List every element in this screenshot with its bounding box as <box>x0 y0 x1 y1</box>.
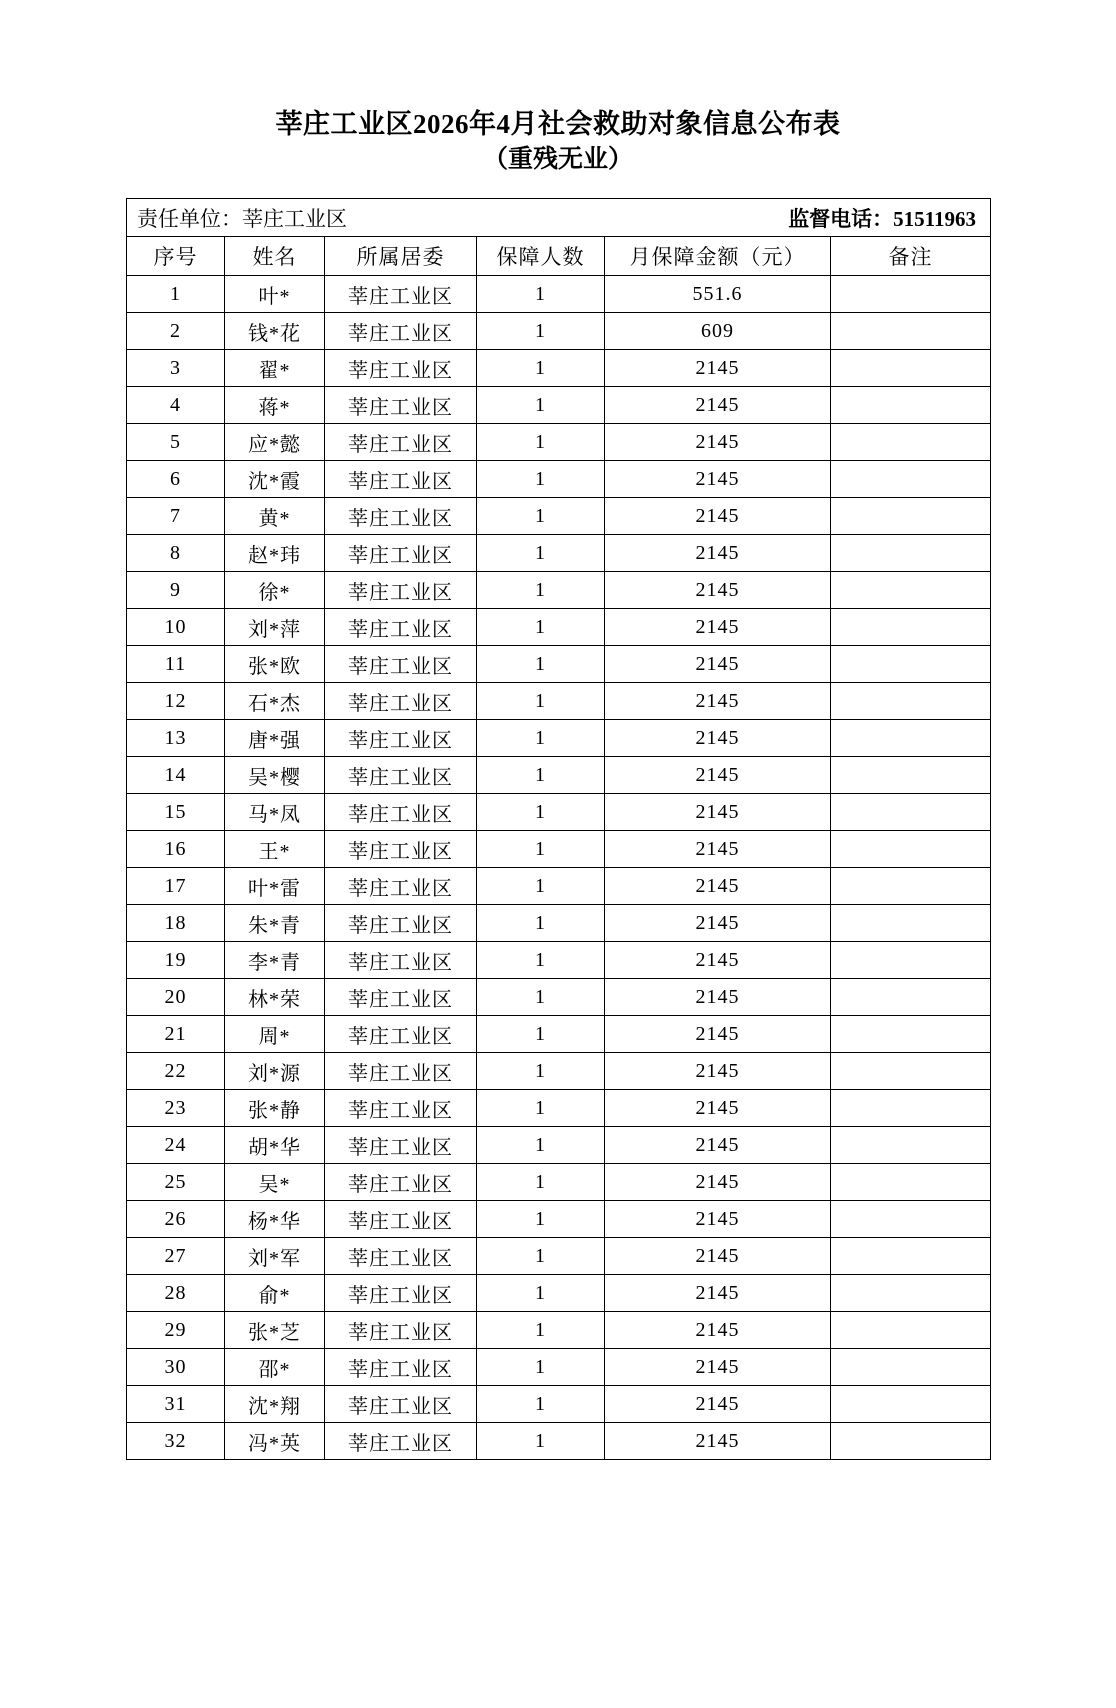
cell-remarks <box>831 498 991 535</box>
cell-committee: 莘庄工业区 <box>325 868 477 905</box>
cell-people-count: 1 <box>477 572 605 609</box>
cell-index: 28 <box>127 1275 225 1312</box>
table-row <box>127 387 991 424</box>
cell-remarks <box>831 794 991 831</box>
cell-index: 22 <box>127 1053 225 1090</box>
cell-index: 21 <box>127 1016 225 1053</box>
cell-people-count: 1 <box>477 1201 605 1238</box>
cell-name: 叶* <box>225 276 325 313</box>
cell-people-count: 1 <box>477 1349 605 1386</box>
cell-people-count: 1 <box>477 1275 605 1312</box>
cell-people-count: 1 <box>477 276 605 313</box>
table-row <box>127 683 991 720</box>
document-page <box>0 108 1116 1708</box>
cell-index: 9 <box>127 572 225 609</box>
cell-monthly-amount: 2145 <box>605 1164 831 1201</box>
cell-name: 沈*翔 <box>225 1386 325 1423</box>
cell-name: 钱*花 <box>225 313 325 350</box>
cell-name: 林*荣 <box>225 979 325 1016</box>
cell-monthly-amount: 2145 <box>605 794 831 831</box>
cell-name: 周* <box>225 1016 325 1053</box>
column-header-monthly-amount: 月保障金额（元） <box>605 237 831 276</box>
table-row <box>127 498 991 535</box>
cell-committee: 莘庄工业区 <box>325 276 477 313</box>
cell-people-count: 1 <box>477 1016 605 1053</box>
cell-index: 8 <box>127 535 225 572</box>
cell-people-count: 1 <box>477 683 605 720</box>
cell-committee: 莘庄工业区 <box>325 646 477 683</box>
cell-committee: 莘庄工业区 <box>325 461 477 498</box>
cell-remarks <box>831 1423 991 1460</box>
cell-name: 冯*英 <box>225 1423 325 1460</box>
table-row <box>127 979 991 1016</box>
cell-index: 18 <box>127 905 225 942</box>
cell-committee: 莘庄工业区 <box>325 1016 477 1053</box>
cell-index: 6 <box>127 461 225 498</box>
cell-monthly-amount: 2145 <box>605 942 831 979</box>
cell-committee: 莘庄工业区 <box>325 424 477 461</box>
cell-name: 徐* <box>225 572 325 609</box>
cell-name: 吴* <box>225 1164 325 1201</box>
cell-committee: 莘庄工业区 <box>325 1090 477 1127</box>
cell-remarks <box>831 646 991 683</box>
cell-monthly-amount: 2145 <box>605 1349 831 1386</box>
cell-people-count: 1 <box>477 424 605 461</box>
cell-monthly-amount: 2145 <box>605 1201 831 1238</box>
cell-monthly-amount: 2145 <box>605 350 831 387</box>
cell-remarks <box>831 1053 991 1090</box>
column-header-name: 姓名 <box>225 237 325 276</box>
cell-index: 25 <box>127 1164 225 1201</box>
cell-name: 张*芝 <box>225 1312 325 1349</box>
cell-monthly-amount: 609 <box>605 313 831 350</box>
cell-committee: 莘庄工业区 <box>325 1238 477 1275</box>
cell-people-count: 1 <box>477 387 605 424</box>
cell-remarks <box>831 350 991 387</box>
supervision-phone-label: 监督电话：51511963 <box>788 206 977 231</box>
cell-monthly-amount: 2145 <box>605 424 831 461</box>
cell-index: 24 <box>127 1127 225 1164</box>
table-header-meta-row <box>127 199 991 237</box>
table-row <box>127 1090 991 1127</box>
cell-remarks <box>831 979 991 1016</box>
assistance-table <box>126 198 991 1460</box>
cell-monthly-amount: 2145 <box>605 868 831 905</box>
cell-name: 马*凤 <box>225 794 325 831</box>
table-row <box>127 350 991 387</box>
table-row <box>127 276 991 313</box>
responsible-unit-label: 责任单位：莘庄工业区 <box>137 206 347 231</box>
cell-committee: 莘庄工业区 <box>325 535 477 572</box>
cell-committee: 莘庄工业区 <box>325 1275 477 1312</box>
table-row <box>127 1423 991 1460</box>
cell-committee: 莘庄工业区 <box>325 387 477 424</box>
cell-index: 29 <box>127 1312 225 1349</box>
page-title: 莘庄工业区2026年4月社会救助对象信息公布表 <box>275 109 841 139</box>
column-header-index: 序号 <box>127 237 225 276</box>
cell-people-count: 1 <box>477 720 605 757</box>
cell-committee: 莘庄工业区 <box>325 1312 477 1349</box>
cell-remarks <box>831 942 991 979</box>
cell-index: 16 <box>127 831 225 868</box>
cell-index: 10 <box>127 609 225 646</box>
cell-name: 石*杰 <box>225 683 325 720</box>
cell-committee: 莘庄工业区 <box>325 1349 477 1386</box>
cell-monthly-amount: 2145 <box>605 1275 831 1312</box>
cell-monthly-amount: 2145 <box>605 609 831 646</box>
cell-name: 唐*强 <box>225 720 325 757</box>
column-header-committee: 所属居委 <box>325 237 477 276</box>
cell-people-count: 1 <box>477 1127 605 1164</box>
cell-remarks <box>831 868 991 905</box>
cell-people-count: 1 <box>477 942 605 979</box>
table-row <box>127 461 991 498</box>
column-header-remarks: 备注 <box>831 237 991 276</box>
cell-monthly-amount: 2145 <box>605 387 831 424</box>
cell-committee: 莘庄工业区 <box>325 1423 477 1460</box>
cell-committee: 莘庄工业区 <box>325 313 477 350</box>
cell-remarks <box>831 1127 991 1164</box>
cell-committee: 莘庄工业区 <box>325 683 477 720</box>
cell-index: 13 <box>127 720 225 757</box>
column-header-people-count: 保障人数 <box>477 237 605 276</box>
cell-name: 李*青 <box>225 942 325 979</box>
cell-monthly-amount: 2145 <box>605 1127 831 1164</box>
cell-people-count: 1 <box>477 794 605 831</box>
cell-people-count: 1 <box>477 498 605 535</box>
cell-people-count: 1 <box>477 350 605 387</box>
cell-name: 刘*军 <box>225 1238 325 1275</box>
cell-people-count: 1 <box>477 1238 605 1275</box>
cell-index: 3 <box>127 350 225 387</box>
cell-monthly-amount: 2145 <box>605 831 831 868</box>
cell-name: 张*欧 <box>225 646 325 683</box>
cell-index: 20 <box>127 979 225 1016</box>
cell-remarks <box>831 1349 991 1386</box>
cell-name: 蒋* <box>225 387 325 424</box>
cell-monthly-amount: 2145 <box>605 1423 831 1460</box>
table-row <box>127 1053 991 1090</box>
table-row <box>127 868 991 905</box>
cell-remarks <box>831 572 991 609</box>
cell-people-count: 1 <box>477 1053 605 1090</box>
cell-committee: 莘庄工业区 <box>325 350 477 387</box>
cell-committee: 莘庄工业区 <box>325 609 477 646</box>
cell-index: 15 <box>127 794 225 831</box>
cell-committee: 莘庄工业区 <box>325 757 477 794</box>
cell-people-count: 1 <box>477 905 605 942</box>
table-row <box>127 794 991 831</box>
cell-monthly-amount: 2145 <box>605 1016 831 1053</box>
table-container <box>126 198 990 1460</box>
cell-remarks <box>831 905 991 942</box>
cell-monthly-amount: 2145 <box>605 461 831 498</box>
table-row <box>127 720 991 757</box>
table-row <box>127 831 991 868</box>
cell-committee: 莘庄工业区 <box>325 720 477 757</box>
cell-monthly-amount: 2145 <box>605 1238 831 1275</box>
cell-people-count: 1 <box>477 757 605 794</box>
table-row <box>127 424 991 461</box>
cell-monthly-amount: 2145 <box>605 683 831 720</box>
cell-remarks <box>831 461 991 498</box>
cell-name: 刘*萍 <box>225 609 325 646</box>
table-row <box>127 1312 991 1349</box>
cell-index: 5 <box>127 424 225 461</box>
page-subtitle: （重残无业） <box>482 145 633 173</box>
cell-monthly-amount: 2145 <box>605 498 831 535</box>
responsible-unit-cell <box>127 199 991 237</box>
cell-index: 14 <box>127 757 225 794</box>
cell-people-count: 1 <box>477 831 605 868</box>
cell-people-count: 1 <box>477 1423 605 1460</box>
cell-people-count: 1 <box>477 979 605 1016</box>
cell-name: 吴*樱 <box>225 757 325 794</box>
cell-index: 23 <box>127 1090 225 1127</box>
cell-name: 王* <box>225 831 325 868</box>
table-row <box>127 535 991 572</box>
cell-monthly-amount: 2145 <box>605 1386 831 1423</box>
cell-people-count: 1 <box>477 868 605 905</box>
cell-remarks <box>831 1164 991 1201</box>
cell-people-count: 1 <box>477 646 605 683</box>
table-row <box>127 1127 991 1164</box>
cell-remarks <box>831 831 991 868</box>
cell-name: 沈*霞 <box>225 461 325 498</box>
cell-index: 17 <box>127 868 225 905</box>
cell-remarks <box>831 535 991 572</box>
cell-index: 4 <box>127 387 225 424</box>
cell-name: 应*懿 <box>225 424 325 461</box>
cell-index: 7 <box>127 498 225 535</box>
cell-remarks <box>831 313 991 350</box>
cell-committee: 莘庄工业区 <box>325 794 477 831</box>
cell-index: 1 <box>127 276 225 313</box>
cell-committee: 莘庄工业区 <box>325 831 477 868</box>
cell-committee: 莘庄工业区 <box>325 979 477 1016</box>
cell-name: 张*静 <box>225 1090 325 1127</box>
cell-remarks <box>831 720 991 757</box>
cell-monthly-amount: 2145 <box>605 757 831 794</box>
cell-index: 32 <box>127 1423 225 1460</box>
cell-name: 翟* <box>225 350 325 387</box>
cell-people-count: 1 <box>477 1164 605 1201</box>
cell-name: 朱*青 <box>225 905 325 942</box>
cell-name: 邵* <box>225 1349 325 1386</box>
cell-monthly-amount: 2145 <box>605 646 831 683</box>
cell-monthly-amount: 2145 <box>605 535 831 572</box>
cell-index: 31 <box>127 1386 225 1423</box>
cell-committee: 莘庄工业区 <box>325 1127 477 1164</box>
cell-index: 19 <box>127 942 225 979</box>
cell-people-count: 1 <box>477 1090 605 1127</box>
table-row <box>127 1238 991 1275</box>
cell-index: 27 <box>127 1238 225 1275</box>
table-row <box>127 646 991 683</box>
cell-monthly-amount: 2145 <box>605 905 831 942</box>
table-row <box>127 905 991 942</box>
cell-name: 叶*雷 <box>225 868 325 905</box>
table-row <box>127 942 991 979</box>
cell-name: 黄* <box>225 498 325 535</box>
cell-remarks <box>831 609 991 646</box>
cell-index: 26 <box>127 1201 225 1238</box>
cell-committee: 莘庄工业区 <box>325 1053 477 1090</box>
table-row <box>127 313 991 350</box>
cell-name: 赵*玮 <box>225 535 325 572</box>
cell-committee: 莘庄工业区 <box>325 1164 477 1201</box>
cell-remarks <box>831 1386 991 1423</box>
cell-monthly-amount: 2145 <box>605 1090 831 1127</box>
cell-remarks <box>831 683 991 720</box>
cell-index: 30 <box>127 1349 225 1386</box>
cell-index: 12 <box>127 683 225 720</box>
cell-name: 胡*华 <box>225 1127 325 1164</box>
cell-name: 俞* <box>225 1275 325 1312</box>
table-row <box>127 1201 991 1238</box>
cell-index: 2 <box>127 313 225 350</box>
cell-committee: 莘庄工业区 <box>325 1201 477 1238</box>
cell-index: 11 <box>127 646 225 683</box>
cell-remarks <box>831 1275 991 1312</box>
cell-committee: 莘庄工业区 <box>325 1386 477 1423</box>
cell-committee: 莘庄工业区 <box>325 572 477 609</box>
cell-remarks <box>831 1312 991 1349</box>
cell-committee: 莘庄工业区 <box>325 942 477 979</box>
cell-monthly-amount: 2145 <box>605 720 831 757</box>
table-row <box>127 609 991 646</box>
cell-people-count: 1 <box>477 1386 605 1423</box>
table-column-header-row <box>127 237 991 276</box>
cell-monthly-amount: 551.6 <box>605 276 831 313</box>
table-row <box>127 1016 991 1053</box>
cell-remarks <box>831 387 991 424</box>
cell-monthly-amount: 2145 <box>605 979 831 1016</box>
cell-remarks <box>831 424 991 461</box>
cell-people-count: 1 <box>477 313 605 350</box>
cell-committee: 莘庄工业区 <box>325 498 477 535</box>
cell-monthly-amount: 2145 <box>605 572 831 609</box>
cell-name: 杨*华 <box>225 1201 325 1238</box>
title-block <box>0 108 1116 176</box>
table-row <box>127 1349 991 1386</box>
cell-monthly-amount: 2145 <box>605 1312 831 1349</box>
cell-remarks <box>831 1016 991 1053</box>
table-row <box>127 1275 991 1312</box>
cell-people-count: 1 <box>477 461 605 498</box>
cell-remarks <box>831 276 991 313</box>
table-row <box>127 572 991 609</box>
table-row <box>127 757 991 794</box>
cell-people-count: 1 <box>477 1312 605 1349</box>
cell-remarks <box>831 1238 991 1275</box>
table-row <box>127 1386 991 1423</box>
table-row <box>127 1164 991 1201</box>
cell-people-count: 1 <box>477 535 605 572</box>
cell-remarks <box>831 1090 991 1127</box>
cell-name: 刘*源 <box>225 1053 325 1090</box>
cell-remarks <box>831 1201 991 1238</box>
cell-committee: 莘庄工业区 <box>325 905 477 942</box>
cell-people-count: 1 <box>477 609 605 646</box>
cell-monthly-amount: 2145 <box>605 1053 831 1090</box>
cell-remarks <box>831 757 991 794</box>
